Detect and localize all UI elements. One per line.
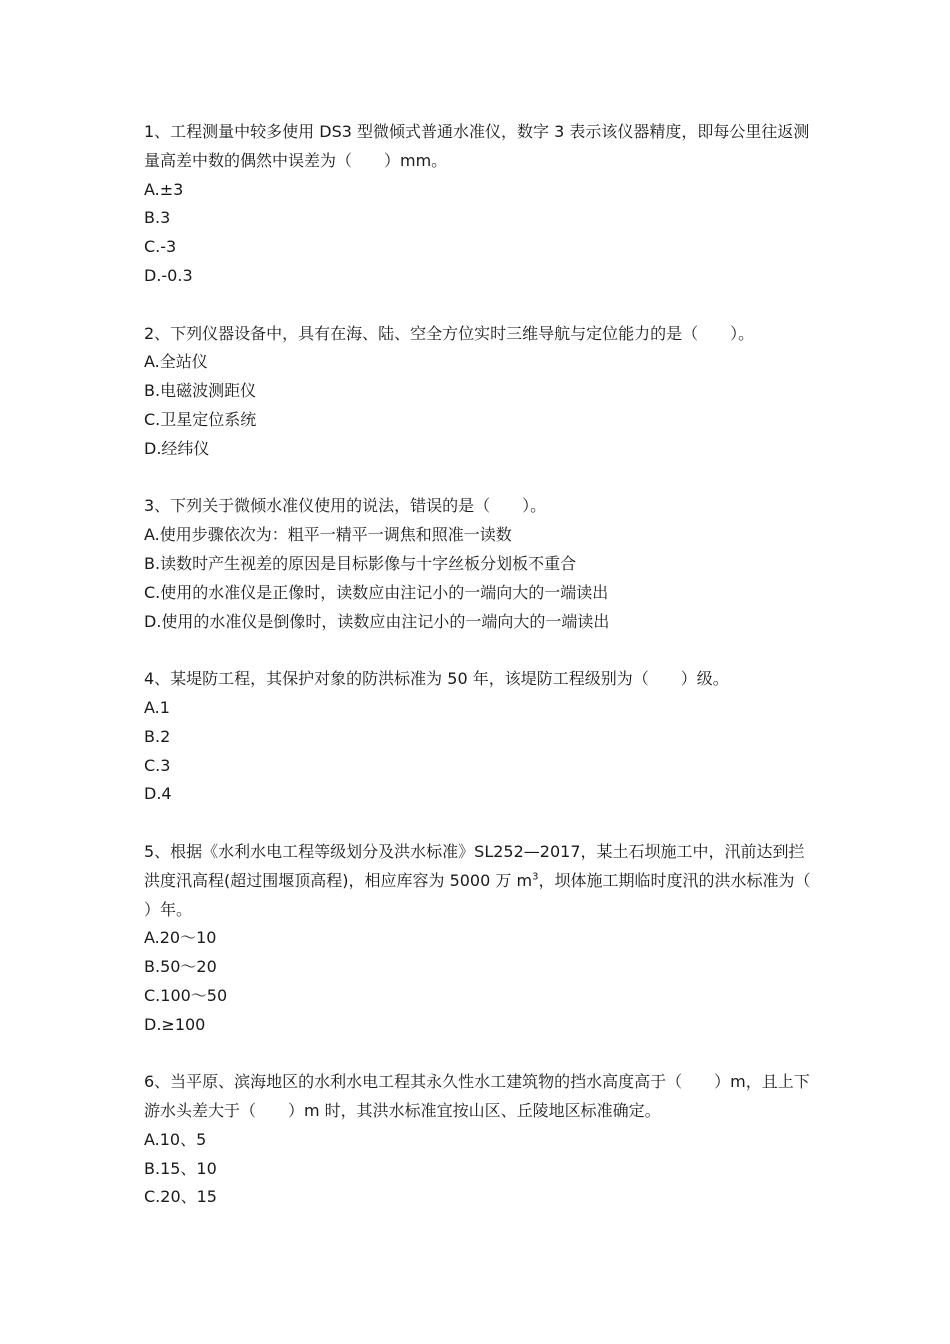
- option-b: B.读数时产生视差的原因是目标影像与十字丝板分划板不重合: [144, 553, 577, 573]
- option-d: D.4: [144, 784, 172, 804]
- option-c: C.-3: [144, 237, 177, 257]
- option-a: A.20～10: [144, 928, 217, 948]
- question-5: [144, 838, 843, 1040]
- question-stem-part1: 5、根据《水利水电工程等级划分及洪水标准》SL252—2017，某土石坝施工中，汛前达到拦洪度汛高程(超过围堰顶高程)，相应库容为 5000 万 m: [144, 841, 805, 890]
- option-a: A.使用步骤依次为：粗平一精平一调焦和照准一读数: [144, 525, 512, 545]
- superscript-exponent: 3: [532, 871, 539, 883]
- question-stem: 3、下列关于微倾水准仪使用的说法，错误的是（ ）。: [144, 496, 547, 516]
- option-b: B.电磁波测距仪: [144, 381, 257, 401]
- question-3: [144, 492, 814, 636]
- question-stem-part2: ，坝体施工期临时度汛的洪水标准为（ ）年。: [144, 870, 843, 919]
- option-d: D.≥100: [144, 1014, 206, 1034]
- question-stem: [144, 838, 843, 924]
- question-2: [144, 320, 814, 464]
- question-6: [144, 1068, 814, 1212]
- question-stem: 2、下列仪器设备中，具有在海、陆、空全方位实时三维导航与定位能力的是（ ）。: [144, 323, 755, 343]
- option-c: C.卫星定位系统: [144, 409, 257, 429]
- option-d: D.经纬仪: [144, 438, 210, 458]
- option-b: B.2: [144, 726, 171, 746]
- option-c: C.20、15: [144, 1187, 217, 1207]
- option-c: C.使用的水准仪是正像时，读数应由注记小的一端向大的一端读出: [144, 582, 609, 602]
- option-b: B.15、10: [144, 1158, 217, 1178]
- option-b: B.50～20: [144, 957, 217, 977]
- option-d: D.-0.3: [144, 265, 193, 285]
- option-b: B.3: [144, 208, 171, 228]
- question-4: [144, 665, 814, 809]
- option-a: A.1: [144, 697, 170, 717]
- option-c: C.3: [144, 755, 171, 775]
- question-stem: 1、工程测量中较多使用 DS3 型微倾式普通水准仪，数字 3 表示该仪器精度，即每公里往返测量高差中数的偶然中误差为（ ）mm。: [144, 122, 810, 170]
- option-a: A.全站仪: [144, 352, 208, 372]
- question-1: [144, 118, 814, 291]
- option-d: D.使用的水准仪是倒像时，读数应由注记小的一端向大的一端读出: [144, 611, 610, 631]
- option-a: A.±3: [144, 179, 184, 199]
- option-a: A.10、5: [144, 1129, 207, 1149]
- question-stem: 6、当平原、滨海地区的水利水电工程其永久性水工建筑物的挡水高度高于（ ）m，且上下游水头差大于（ ）m 时，其洪水标准宜按山区、丘陵地区标准确定。: [144, 1072, 810, 1121]
- document-page: [144, 118, 843, 1241]
- question-stem: 4、某堤防工程，其保护对象的防洪标准为 50 年，该堤防工程级别为（ ）级。: [144, 669, 729, 689]
- option-c: C.100～50: [144, 985, 228, 1005]
